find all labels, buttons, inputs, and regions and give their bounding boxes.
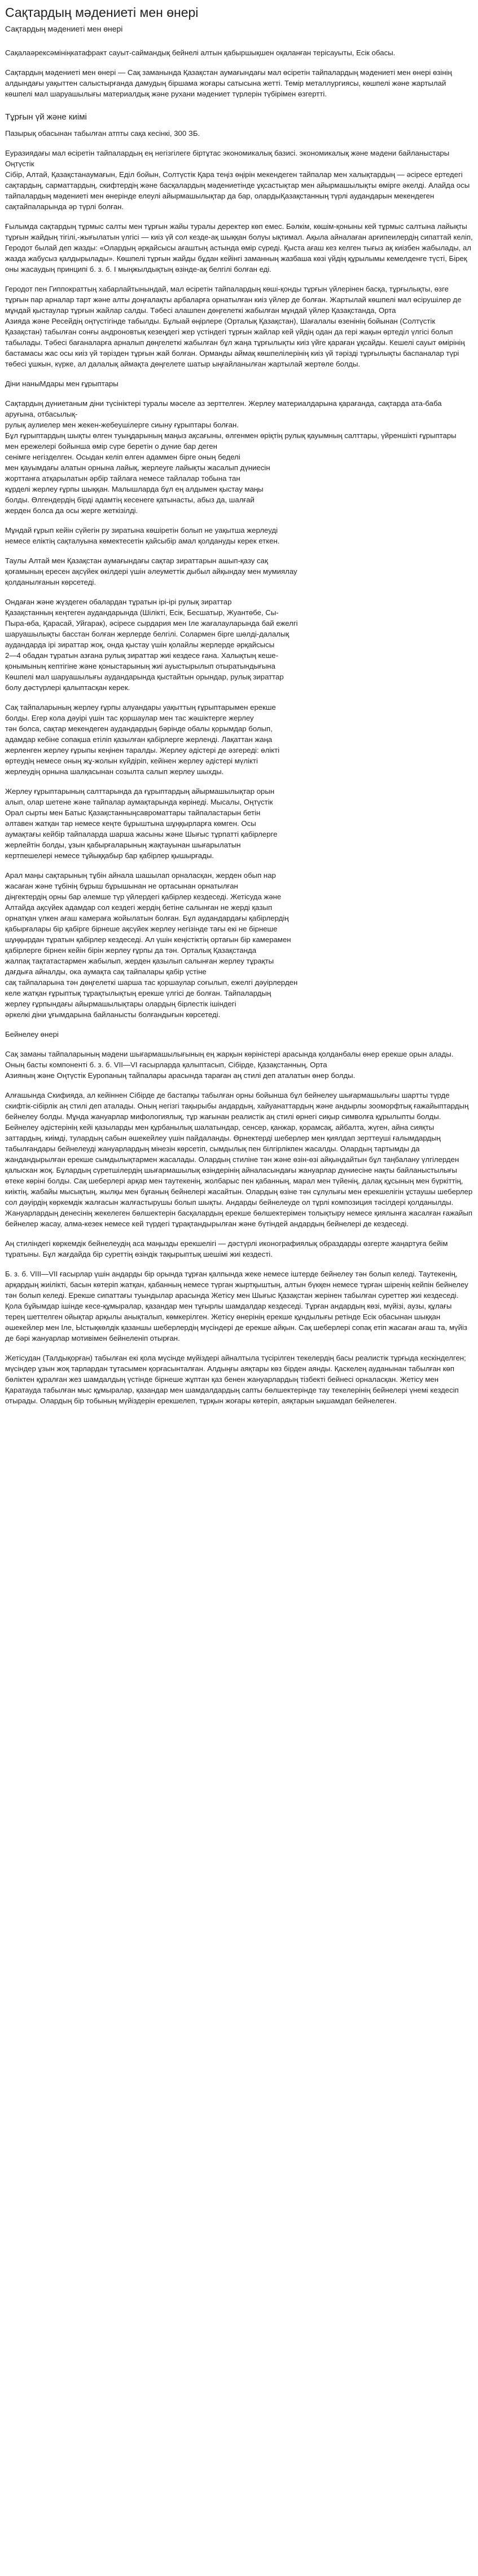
paragraph-line: қонымының кептігіне және қоныстарының жиі ауыстырылып отыратындығына [5,662,275,670]
paragraph-line: 2—4 обадан тұратын азғана рулық зираттар жиі кездесе ғана. Халықтың кеше- [5,651,279,660]
paragraph-line: Сақ заманы тайпаларының мәдени шығармашылығының ең жарқын көріністері арасында қолданбалы өнер ерекше орын алады. Оның басты компоненті б. з. б. VII—VI ғасырларда қалыптасып, Сібірде, Қазақстанның, Орта [5,1050,454,1069]
paragraph-line: кұрделі жерлеу ғұрпы шыққан. Малышларда бұл ең алдымен қыстау маңы [5,485,264,493]
paragraph-line: жерлейтін болды, ұзын қабырғаларының жақтауынан шығарылатын [5,841,241,849]
section-paragraph [5,1049,473,1081]
paragraph-line: орнатқан үлкен ағаш камераға жойылатын болған. Бұл аудандардағы қабірлердің [5,914,289,922]
sections-block [5,112,473,1406]
paragraph-line: жерлеудің орнына шалқасынан созылта салып жерлеу шыхды. [5,767,224,776]
paragraph-line: Пыра-өба, Қарасай, Уйгарак), әсіресе сырдария мен Іле жағалауларында бай ежелгі [5,619,298,628]
paragraph-line: аудандарда ірі зираттар жоқ, онда қыстау үшін қолайлы жерлерде әрқайсысы [5,640,275,649]
paragraph-line: жасаған және тұбінің бұрыш бұрышынан не ортасынан орнатылған [5,882,238,890]
paragraph-line: әлтавен жатқан тар немесе кеңте бұрыштына шұңқырларға көмген. Осы [5,819,256,828]
section-paragraph [5,128,473,139]
section-paragraph [5,596,473,693]
paragraph-line: болды. Өлгендердің бірді адамтің кесенеге қатынасты, абыз да, шалғай [5,496,255,504]
paragraph-line: Жерлеу ғұрыптарының салттарында да ғұрыптардың айырмашылықтар орын [5,787,275,796]
paragraph-line: Б. з. б. VIII—VII ғасырлар үшін андарды бір орында тұрған қалпында жеке немесе іштерде бейнелеу тән болып келеді. Таутекенің, арқардың жиілікті, басын көтеріп жатқан, қабанның немесе түрган жыртқыштың, алтын бүкқен немесе тұрған шіренің кейпін бейнелеу тән болып келеді. Ерекше сипаттағы туындылар арасында Жетісу мен Шығыс Қазақстан жерінен табылған суреттер жиі кездеседі. Қола бұйымдар ішінде кесе-құмыралар, қазандар мен тұғырлы шамдалдар кездеседі. Тұрған андардың көзі, мүйізі, аузы, құлағы терең шеттелген ойықтар арқылы анықталып, көмкерілген. Жетісу өнерінің ерекше құндылығы ретінде Есік обасынан шыққан әшекейлер мен Іле, Ыстықкөлдік қазаншы шеберлердің мүсіндері де ерекше айқын. Сақ шеберлері сопақ етіп жасаған ағаш та, мүйіз де бәрі жануарлар мотивімен бейнеленіп отырған. [5,1270,468,1342]
page-title: Сақтардың мәдениеті мен өнері [5,5,199,20]
paragraph-line: Бұл ғұрыптардың шықты өлген туыңдарының маңыз ақсағыны, өлгенмен өріқтің рулық қауымның салттары, үйреншікті ғұрыптары [5,431,457,440]
section-paragraph [5,1353,473,1406]
paragraph-line: Алғашында Скифияда, ал кейіннен Сібірде де бастапқы табылған орны бойынша бұл бейнелеу шығармашылығы шартты түрде скифтік-сібірлік аң стилі деп аталады. Оның негізгі тақырыбы андардың, хайуанаттардың және андырлы зооморфтық ғажайыптардың бейнелеу болды. Мұнда жануарлар мифологиялық, тұр жағынан реалистік аң стилі өрнегі сиқыр символға құрылыпты болды. Бейнелеу әдістерінің кейі қазыларды мен құрбанылық шалатындар, сенсер, қанжар, қорамсақ, айбалта, жүген, айна сияқты заттардың, киімді, тулардың сабын әшекейлеу үшін пайдаланды. Өрнектерді шеберлер мен қиялдап зерттеуші ғалымдардың табылғандары бейнелеуді жануарлардың мінезін көрсетіп, сымдылық пен білгірлікпен жасалды. Олардың тартымды да жандандырылған ерекше сымдылықтармен жасалады. Олардың стиліне тән және өзін-өзі айқындайтын бұл таңбалану үлгілерден қалыскан жоқ. Бұлардың сүретшілердің шығармашылық өзіндерінің айналасындағы жануарлар дүниесіне нақты байланыстылығы өтеке көріні болды. Сақ шеберлері арқар мен таутекенің, жолбарыс пен қабанның, марал мен түйенің, далақ құсының мен бүркіттің, киіктің, жабайы мысықтың, жылқы мен бұғаның бейнелері жасайтын. Олардың өзіне тән сұлулығы мен ерекшелігін ұстаушы шеберлер сол дәуірдің көркемдік жалғасын жалғастырушы болып шықты. Андарды бейнелеуде ол тұрлі композиция тәсілдері қолданылды. Жануарлардың денесінің жекелеген бөлшектерін басқалардың ерекше бөлшектерімен толықтыру немесе қиялынға жасалған ғажайып бейнелер жасау, алма-кезек немесе кей түрдегі тұрақтандырылған және бүтіндей андардың бейнелері де кездеседі. [5,1091,473,1228]
section-paragraph [5,786,473,861]
paragraph-line: Еуразиядағы мал өсіретін тайпалардың ең негізгілеге біртұтас экономикалық базисі. экономикалық және мәдени байланыстары Оңтүстік [5,149,450,168]
section-paragraph [5,284,473,369]
section-paragraph [5,1029,473,1040]
section-paragraph [5,1269,473,1344]
paragraph-line: Геродот пен Гиппократтың хабарлайтынындай, мал өсіретін тайпалардың көші-қонды тұрғын үйлерінен басқа, тұрғылықты, өзге тұрғын пар арналар тарт және алты доңғалақты арбаларға орнатылған киіз үйлер де болған. Жартылай көшпелі мал өсірушілер де мұндай қыстаулар тұрғын жайлар салды. Тәбесі алашпен дөңгелеткі жабылған мұндай үйлер Қазақстанда, Орта [5,285,462,315]
paragraph-line: келе жатқан ғұрыптық тұрақтылықтың ерекше үлгісі де болған. Тайпалардың [5,989,271,997]
culture-paragraph [5,67,473,99]
section-paragraph [5,702,473,777]
section-paragraph [5,555,473,587]
paragraph-line: аумақтағы кейбір тайпаларда шарша жасыны және Шығыс тұрпатті қабірлерге [5,830,278,838]
paragraph-line: Сібір, Алтай, Қазақстанаумағын, Еділ бойын, Солтүстік Қара теңіз өңірін мекендеген тайпалар мен халықтардың — әсіресе ертедегі сақтардың, сарматтардың, скифтердің және басқалардың мәдениетінде ұқсастықтар мен айырмашылықты өмірге әкелді. Алайда осы тайпалардың мәдениеті мен өнерінде елеулі айырмашылықтар да бар, олардыҚазақстанның түрлі аудандарын мекендеген сақтайпаларында әр түрлі болған. [5,170,470,211]
paragraph-line: өртеудің немесе оның жұ-жолын күйдіріп, кейінен жерлеу әдістері мүлікті [5,757,258,765]
section-paragraph [5,1090,473,1229]
section-paragraph [5,398,473,516]
paragraph-line: Көшпелі мал шаруашылығы аудандарында қыстайтын орындар, рулық зираттар [5,673,284,681]
paragraph-line: Азияның және Оңтүстік Еуропаның тайпалары арасында тараған аң стилі деп аталатын өнер болды. [5,1071,356,1080]
paragraph-line: Сақалаәрексәмініңкатафракт сауыт-саймандық бейнелі алтын қабыршықшен оқаланған терісауыты, Есік обасы. [5,48,396,57]
paragraph-line: Бейнелеу өнері [5,1030,59,1039]
paragraph-line: Аң стиліндегі көркемдік бейнелеудің аса маңызды ерекшелігі — дәстүрлі иконографиялық образдарды өзгерте жаңартуға бейім тұратыны. Бұл жағдайда бір суреттің өзіндік тақырыптық шешімі жиі кездесті. [5,1239,448,1258]
intro-block [5,47,473,58]
paragraph-line: тән болса, сақтар мекендеген аудандардың бәрінде обалы қорымдар болып, [5,724,273,733]
paragraph-line: шаруашылықты басстан болған жерлерде белгілі. Солармен бірге шөлді-далалық [5,630,290,638]
paragraph-line: жерлеу ғұрпындағы айырмашылықтары олардың бірлестік ішіндегі [5,1000,236,1008]
page-subtitle: Сақтардың мәдениеті мен өнері [5,24,123,33]
paragraph-line: қабырғалары бір қабірге бірнеше ақсүйек жерлеу негізінде тағы екі не бірнеше [5,925,278,933]
paragraph-line: Діни наныМдары мен ғұрыптары [5,379,119,388]
paragraph-line: жорттанға атқарылатын әрбір тайлаға немесе тайлалар тобына тан [5,474,240,483]
paragraph-line: рулық аулиелер мен жекен-жебеушілерге сиыну ғұрыптары болған. [5,421,239,429]
paragraph-line: Арал маңы сақтарының тұбін айнала шашылап орналасқан, жерден обып нар [5,871,276,880]
paragraph-line: мен қауымдағы алатын орнына лайық, жерлеуге лайықты жасалып дүниесін [5,463,270,472]
paragraph-line: қоғамының ересен ақсүйек өкілдері үшін әлеуметтік дыбыл айқындау мен мумиялау [5,567,297,576]
section-paragraph [5,870,473,1020]
paragraph-line: діңгектердің орны бар әлемше түр үйлердегі қабірлер кездеседі. Жетісуда және [5,892,282,901]
content-section [5,112,473,389]
paragraph-line: Жетісудан (Талдықорған) табылған екі қола мүсінде мүйіздері айналтыла түсірілген текелердің басы реалистік тұрғыда кескінделген; мүсіндер ұзын жоқ тарлардан тұтасымен қорғасынталған. Алдыңғы аяқтары көз бірден аянды. Қаскелең ауданынан табылған көп бөліктен құралған жез шамдалдың үстінде бірнеше жұптан қаз бенен жануарлардың тізбекті бейнесі орналасқан. Жетісу мен Қаратауда табылған мыс құмыралар, қазандар мен шамдалдардың сапты бөлшектерінде тау текелерінің бейнелері үнемі кездесіп отырады. Олардың бір тобының мүйіздерін ерекшелеп, тұрқын жоғары көтеріп, аяқтарын ықшамдап бейнелеген. [5,1354,466,1405]
section-paragraph [5,221,473,275]
paragraph-line: жерден болса да осы жерге жеткізілді. [5,506,138,515]
paragraph-line: болу дәстүрлері қалыптасқан керек. [5,683,130,692]
paragraph-line: сақ тайпаларына тән дөңгелеткі шарша тас қоршаулар соғылып, ежелгі дәуірлерден [5,978,298,987]
paragraph-line: адамдар кебіне сопақша етіліп қазылған қабірлерге жерленді. Лақаттан жаңа [5,735,273,744]
paragraph-line: қабірлерге бірнен кейін бірін жерлеу ғұрпы да тән. Орталық Қазақстанда [5,946,257,955]
paragraph-line: шұңқырдан тұратын қабірлер кездеседі. Ал үшін кеңістіктің ортағын бір камерамен [5,935,291,944]
content-section [5,1049,473,1406]
section-paragraph [5,1238,473,1260]
paragraph-line: Қазақстанның кеңтеген аудандарында (Шілікті, Есік, Бесшатыр, Жуантөбе, Сы- [5,608,279,617]
paragraph-line: Ондаған және жүздеген обалардан тұратын ірі-ірі рулық зираттар [5,598,232,606]
paragraph-line: дағдыға айналды, ока аумақта сақ тайпалары қабір үстіне [5,967,207,976]
content-section [5,398,473,1040]
paragraph-line: Алтайда ақсүйек адамдар сол кездегі жердің бетіне салынған не жерді қазып [5,903,273,912]
paragraph-line: Мұндай ғұрып кейін сүйегін ру зиратына көшіретін болып не уақытша жерлеуді [5,526,278,534]
paragraph-line: әркелкі діни ұғымдарына байланысты болғандығын көрсетеді. [5,1010,221,1019]
paragraph-line: Сақ тайпаларының жерлеу ғұрпы алуандары уақыттың ғұрыптарымен ерекше [5,703,276,712]
paragraph-line: жалпақ тақтатастармен жабылып, жерден қазылып салынған жерлеу тұрақты [5,957,274,965]
paragraph-line: Ғылымда сақтардың тұрмыс салты мен тұрғын жайы туралы деректер көп емес. Бәлкім, көшім-қоныны кей тұрмыс салтына лайықты тұрғын жайдың тігілі,-жығылатын үлгісі — киіз үй сол кезде-ақ шыққан болуы ықтимал. Ақыла айналаған арғипеилердіӊ сипаттай келіп, Геродот былай деп жазды: «Олардың әрқайсысы ағаштың астында өмір сүреді. Қыста ағаш кез келген тығыз ақ киізбен жабылады, ал жазда жабусыз қалдырылады». Көшпелі тұрғын жайды бұдан кейінгі заманның жазбаша көзі үйдің құрылымы кемелденге түсті, Біреқ оны жасаудың принципі б. з. б. I мыңжылдықтың өзінде-ақ белгілі болған еді. [5,222,473,273]
section-paragraph [5,525,473,546]
culture-block [5,67,473,99]
paragraph-line: Орал сырты мен Батыс Қазақстанныңсавроматтары тайпаластарын бетін [5,808,261,817]
paragraph-line: сенімге негізделген. Осыдан келіп өлген адаммен бірге оның беделі [5,453,240,461]
paragraph-line: жерленген жерлеу ғұрыпы кеңінен таралды. Жерлеу әдістері де әзгереді: өлікті [5,746,280,754]
paragraph-line: алып, олар шетене және тайпалар аумақтарында көрінеді. Мысалы, Оңтүстік [5,798,273,806]
paragraph-line: Таулы Алтай мен Қазақстан аумағындағы сақтар зираттарын ашып-қазу сақ [5,556,268,565]
paragraph-line: Азияда және Ресейдің оңтүстігінде табылды. Бұлыай өңірлере (Орталық Қазақстан), Шағалалы өзенінің бойынан (Солтүстік Қазақстан) табылған сонғы андроновтық кезеңдегі жер үстіндегі тұрғын жайлар кей үйдің одан да гері жақын өртеділ үлгісі болып табылады. Тәбесі бағаналарға арналып дөңгелеткі жабылған бұл жаңа тұрғылықты киіз үйге қараған ұқсайды. Кешелі сауыт өмірінің бастамасы жас осы киіз үй тәрізден тұрғын жай болған. Орманды аймақ көшпелілерінің киіз үй тәрізді тұрғылықты баспаналар түрі төбесі ұшкын, күрке, ал далалық аймақта дөңгелете шатыр ыңғайланылған жартылай жертөле болды. [5,317,465,368]
section-paragraph [5,378,473,389]
section-paragraph [5,148,473,212]
intro-paragraph [5,47,473,58]
paragraph-line: мен ережелері бойынша өмір сүре беретін о дүние бар деген [5,442,217,450]
paragraph-line: қолданылғанын көрсетеді. [5,578,96,586]
paragraph-line: кертпешелері немесе тұйыққабыр бар қабірлер қышырғады. [5,851,214,860]
paragraph-line: немесе еліктің сақталуына көмектесетін қайсыбір амал қолдануды керек еткен. [5,537,280,545]
paragraph-line: Сақтардың мәдениеті мен өнері — Сақ заманында Қазақстан аумағындағы мал өсіретін тайпалардың мәдениеті мен өнері өзінің алдындағы уақыттен салыстырғанда дамудың біршама жоғары сатысына жетті. Темір металлургиясы, көшпелі және жартылай көшпелі мал шаруашылығы материалдық және рухани мәдениет түрлерін түбірімен өзгертті. [5,68,452,98]
paragraph-line: болды. Егер кола дәуірі үшін тас қоршаулар мен тас жәшіктерге жерлеу [5,714,254,722]
paragraph-line: Пазырық обасынан табылған атпты сақа кесінкі, 300 ЗБ. [5,129,200,138]
section-heading: Тұрғын үй және киімі [5,112,87,122]
paragraph-line: Сақтардың дүниетаным діни түсініктері туралы мәселе аз зерттелген. Жерлеу материалдарына қарағанда, сақтарда ата-баба аруғына, отбасылық- [5,399,442,418]
